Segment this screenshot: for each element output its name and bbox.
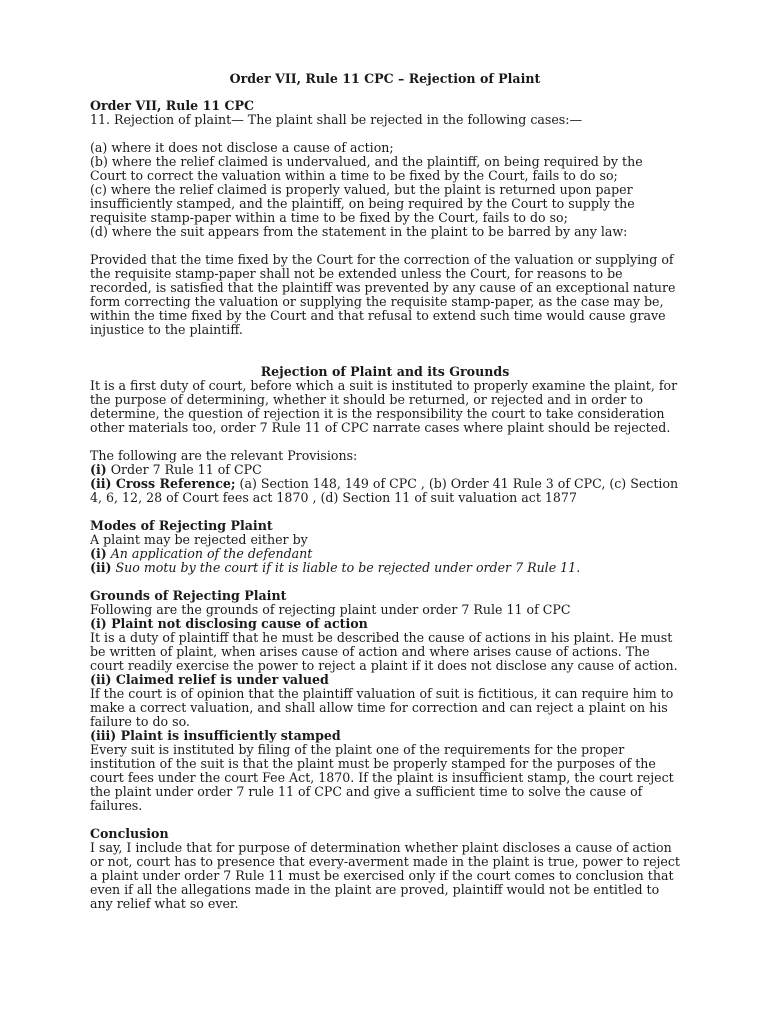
mode-text: Suo motu by the court if it is liable to be rejected under order 7 Rule 11.	[111, 560, 581, 575]
document-page	[90, 72, 680, 911]
document-title: Order VII, Rule 11 CPC – Rejection of Plaint	[229, 71, 541, 86]
section-heading-order-vii: Order VII, Rule 11 CPC	[90, 98, 254, 113]
mode-number: (i)	[90, 546, 107, 561]
section-heading-grounds: Grounds of Rejecting Plaint	[90, 588, 287, 603]
mode-item-1	[90, 547, 680, 561]
rule-intro: 11. Rejection of plaint— The plaint shall be rejected in the following cases:—	[90, 112, 583, 127]
ground-heading-1: (i) Plaint not disclosing cause of action	[90, 616, 368, 631]
mode-item-2	[90, 561, 680, 575]
proviso-paragraph: Provided that the time fixed by the Court for the correction of the valuation or supplying of the requisite stamp-paper shall not be extended unless the Court, for reasons to be recorded, is satisfied that the plaintiff was prevented by any cause of an exceptional nature form correcting the valuation or supplying the requisite stamp-paper, as the case may be, within the time fixed by the Court and that refusal to extend such time would cause grave injustice to the plaintiff.	[90, 252, 676, 337]
section-heading-modes: Modes of Rejecting Plaint	[90, 518, 273, 533]
ground-text-3: Every suit is instituted by filing of the plaint one of the requirements for the proper institution of the suit is that the plaint must be properly stamped for the purposes of the court fees under the court Fee Act, 1870. If the plaint is insufficient stamp, the court reject the plaint under order 7 rule 11 of CPC and give a sufficient time to solve the cause of failures.	[90, 742, 674, 813]
provisions-intro: The following are the relevant Provisions:	[90, 448, 358, 463]
provision-item-1	[90, 463, 680, 477]
case-b: (b) where the relief claimed is undervalued, and the plaintiff, on being required by the Court to correct the valuation within a time to be fixed by the Court, fails to do so;	[90, 154, 643, 183]
case-c: (c) where the relief claimed is properly valued, but the plaint is returned upon paper insufficiently stamped, and the plaintiff, on being required by the Court to supply the requisite stamp-paper within a time to be fixed by the Court, fails to do so;	[90, 182, 635, 225]
ground-heading-2: (ii) Claimed relief is under valued	[90, 672, 329, 687]
ground-text-2: If the court is of opinion that the plaintiff valuation of suit is fictitious, it can require him to make a correct valuation, and shall allow time for correction and can reject a plaint on his failure to do so.	[90, 686, 674, 729]
first-duty-paragraph: It is a first duty of court, before which a suit is instituted to properly examine the plaint, for the purpose of determining, whether it should be returned, or rejected and in order to determine, the question of rejection it is the responsibility the court to take consideration other materials too, order 7 Rule 11 of CPC narrate cases where plaint should be rejected.	[90, 378, 678, 435]
section-heading-conclusion: Conclusion	[90, 826, 169, 841]
mode-number: (ii)	[90, 560, 112, 575]
section-heading-rejection-grounds: Rejection of Plaint and its Grounds	[260, 364, 510, 379]
provision-item-2	[90, 477, 680, 505]
mode-text: An application of the defendant	[106, 546, 313, 561]
provision-number: (i)	[90, 462, 107, 477]
case-d: (d) where the suit appears from the statement in the plaint to be barred by any law:	[90, 224, 628, 239]
modes-intro: A plaint may be rejected either by	[90, 532, 308, 547]
grounds-intro: Following are the grounds of rejecting plaint under order 7 Rule 11 of CPC	[90, 602, 571, 617]
ground-text-1: It is a duty of plaintiff that he must be described the cause of actions in his plaint. He must be written of plaint, when arises cause of action and where arises cause of actions. The court readily exercise the power to reject a plaint if it does not disclose any cause of action.	[90, 630, 678, 673]
case-a: (a) where it does not disclose a cause of action;	[90, 140, 394, 155]
provision-text: (a) Section 148, 149 of CPC , (b) Order 41 Rule 3 of CPC, (c) Section 4, 6, 12, 28 of Court fees act 1870 , (d) Section 11 of suit valuation act 1877	[90, 476, 679, 505]
ground-heading-3: (iii) Plaint is insufficiently stamped	[90, 728, 341, 743]
conclusion-paragraph: I say, I include that for purpose of determination whether plaint discloses a cause of action or not, court has to presence that every-averment made in the plaint is true, power to reject a plaint under order 7 Rule 11 must be exercised only if the court comes to conclusion that even if all the allegations made in the plaint are proved, plaintiff would not be entitled to any relief what so ever.	[90, 840, 680, 911]
provision-label: (ii) Cross Reference;	[90, 476, 236, 491]
provision-text: Order 7 Rule 11 of CPC	[106, 462, 262, 477]
